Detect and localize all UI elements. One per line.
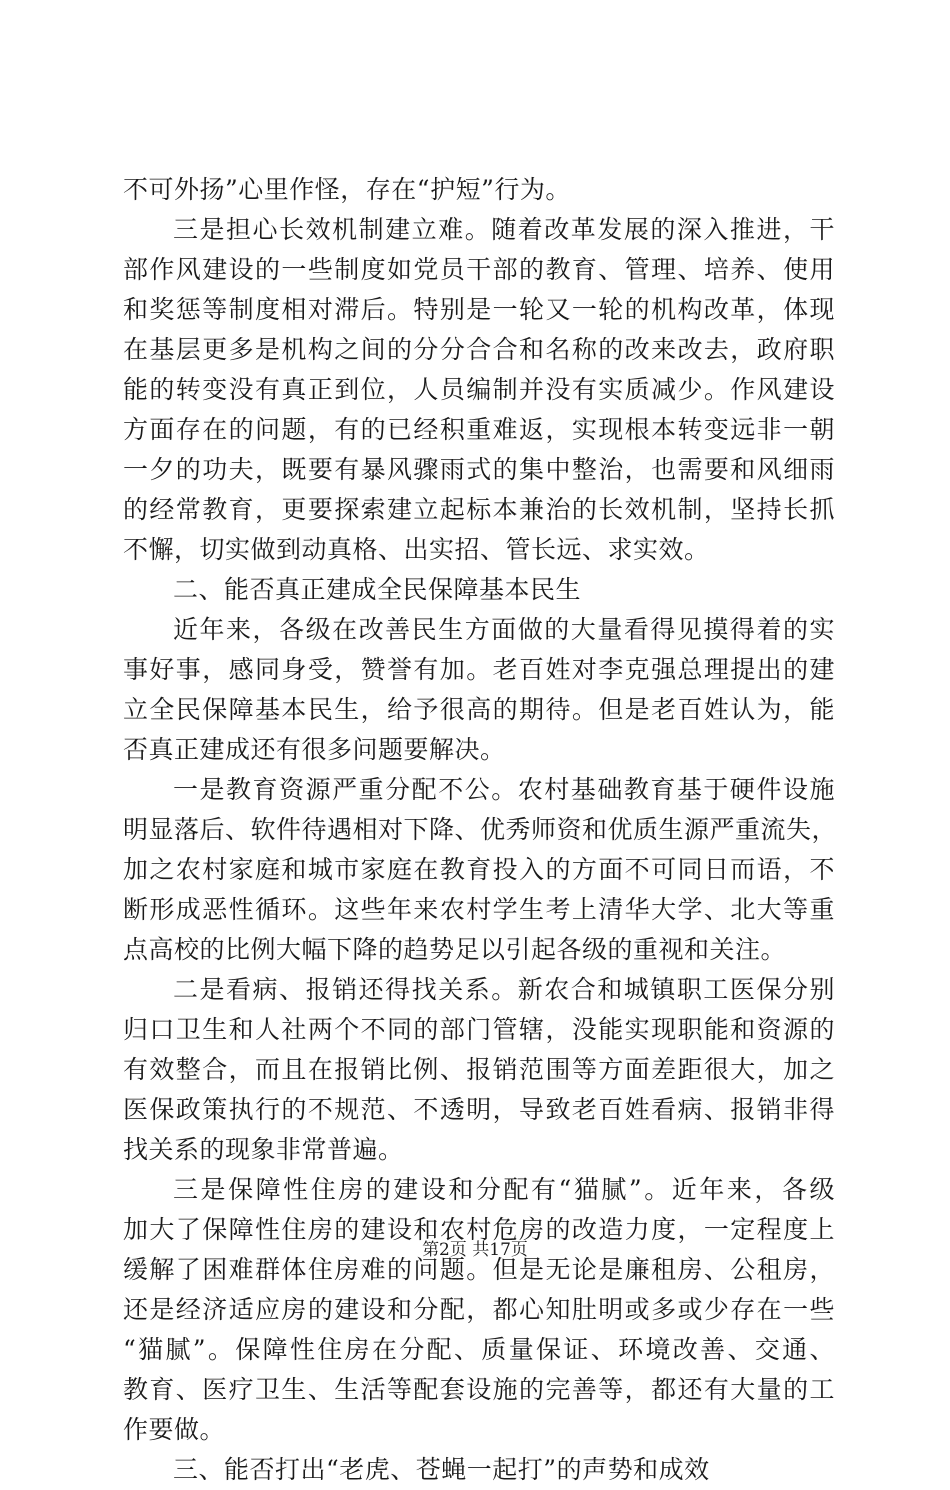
paragraph-line: 方面存在的问题，有的已经积重难返，实现根本转变远非一朝 [123, 415, 835, 444]
paragraph-line: 一夕的功夫，既要有暴风骤雨式的集中整治，也需要和风细雨 [123, 455, 835, 484]
paragraph-first-line: 二、能否真正建成全民保障基本民生 [173, 575, 582, 604]
document-body [123, 170, 838, 1490]
paragraph-line: 还是经济适应房的建设和分配，都心知肚明或多或少存在一些 [123, 1295, 835, 1324]
paragraph-line: 和奖惩等制度相对滞后。特别是一轮又一轮的机构改革，体现 [123, 295, 835, 324]
paragraph-line: 找关系的现象非常普遍。 [123, 1135, 404, 1164]
paragraph-line: 立全民保障基本民生，给予很高的期待。但是老百姓认为，能 [123, 695, 835, 724]
paragraph-line: 作要做。 [123, 1415, 226, 1444]
paragraph-line: 点高校的比例大幅下降的趋势足以引起各级的重视和关注。 [123, 935, 787, 964]
paragraph-line: 归口卫生和人社两个不同的部门管辖，没能实现职能和资源的 [123, 1015, 835, 1044]
paragraph-line: 加之农村家庭和城市家庭在教育投入的方面不可同日而语，不 [123, 855, 835, 884]
paragraph-line: 医保政策执行的不规范、不透明，导致老百姓看病、报销非得 [123, 1095, 835, 1124]
paragraph-first-line: 三是保障性住房的建设和分配有“猫腻”。近年来，各级 [173, 1175, 835, 1204]
paragraph-line: 断形成恶性循环。这些年来农村学生考上清华大学、北大等重 [123, 895, 835, 924]
paragraph-line: 事好事，感同身受，赞誉有加。老百姓对李克强总理提出的建 [123, 655, 835, 684]
paragraph-first-line: 三是担心长效机制建立难。随着改革发展的深入推进，干 [173, 215, 835, 244]
paragraph-line: 缓解了困难群体住房难的问题。但是无论是廉租房、公租房， [123, 1255, 835, 1284]
paragraph-first-line: 三、能否打出“老虎、苍蝇一起打”的声势和成效 [173, 1455, 710, 1484]
paragraph-line: 部作风建设的一些制度如党员干部的教育、管理、培养、使用 [123, 255, 835, 284]
paragraph-line: 不懈，切实做到动真格、出实招、管长远、求实效。 [123, 535, 710, 564]
paragraph-line: 能的转变没有真正到位，人员编制并没有实质减少。作风建设 [123, 375, 835, 404]
paragraph-line: 明显落后、软件待遇相对下降、优秀师资和优质生源严重流失， [123, 815, 838, 844]
paragraph-line: 否真正建成还有很多问题要解决。 [123, 735, 506, 764]
paragraph-line: 有效整合，而且在报销比例、报销范围等方面差距很大，加之 [123, 1055, 835, 1084]
paragraph-line: 不可外扬”心里作怪，存在“护短”行为。 [123, 175, 571, 204]
paragraph-line: “猫腻”。保障性住房在分配、质量保证、环境改善、交通、 [123, 1335, 835, 1364]
paragraph-line: 的经常教育，更要探索建立起标本兼治的长效机制，坚持长抓 [123, 495, 835, 524]
page-footer: 第2页 共17页 [422, 1240, 528, 1260]
paragraph-first-line: 近年来，各级在改善民生方面做的大量看得见摸得着的实 [173, 615, 835, 644]
paragraph-line: 教育、医疗卫生、生活等配套设施的完善等，都还有大量的工 [123, 1375, 835, 1404]
paragraph-first-line: 一是教育资源严重分配不公。农村基础教育基于硬件设施 [173, 775, 835, 804]
paragraph-line: 加大了保障性住房的建设和农村危房的改造力度，一定程度上 [123, 1215, 835, 1244]
paragraph-line: 在基层更多是机构之间的分分合合和名称的改来改去，政府职 [123, 335, 835, 364]
paragraph-first-line: 二是看病、报销还得找关系。新农合和城镇职工医保分别 [173, 975, 835, 1004]
